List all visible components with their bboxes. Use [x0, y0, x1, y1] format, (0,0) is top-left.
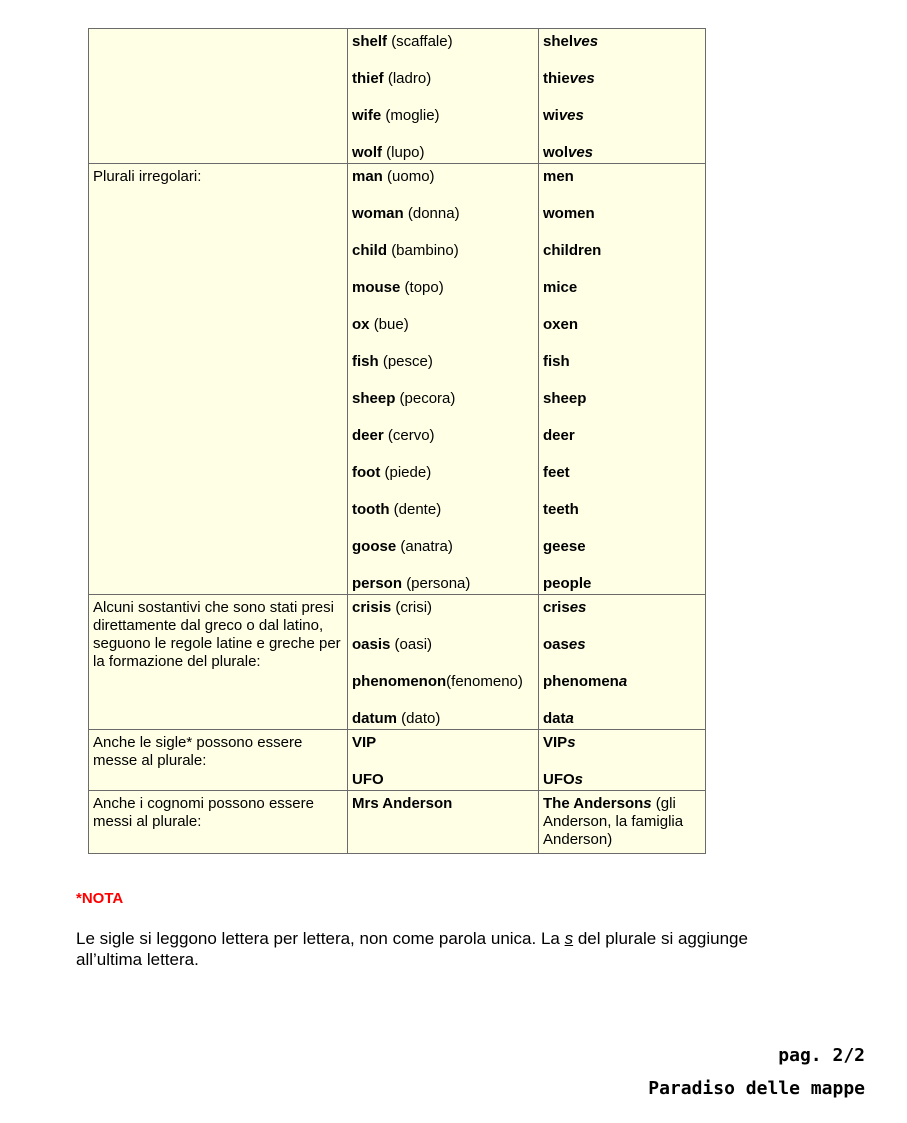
plural-entry	[543, 70, 701, 107]
plural-base: wol	[543, 144, 568, 161]
plural-entry	[543, 107, 701, 144]
plural-entry	[543, 168, 701, 205]
rule-cell	[89, 29, 348, 164]
plural-suffix: s	[643, 795, 652, 812]
plural-cell	[539, 730, 706, 791]
plural-suffix: ves	[573, 33, 599, 50]
plural-base: UFO	[543, 771, 575, 788]
singular-entry	[352, 427, 534, 464]
plural-entry	[543, 427, 701, 464]
singular-entry	[352, 70, 534, 107]
plural-entry	[543, 501, 701, 538]
translation: (cervo)	[387, 427, 435, 444]
singular-entry	[352, 353, 534, 390]
plural-entry	[543, 279, 701, 316]
singular-entry	[352, 242, 534, 279]
plural-base: people	[543, 575, 592, 592]
singular-entry	[352, 279, 534, 316]
page-number: pag. 2/2	[778, 1045, 865, 1066]
singular-entry	[352, 501, 534, 538]
singular-word: crisis	[352, 599, 392, 616]
plural-suffix: a	[565, 710, 574, 727]
translation: (pesce)	[382, 353, 433, 370]
plural-entry	[543, 33, 701, 70]
singular-entry	[352, 107, 534, 144]
plural-cell	[539, 29, 706, 164]
translation: (pecora)	[399, 390, 456, 407]
plural-base: The Anderson	[543, 795, 644, 812]
singular-word: oasis	[352, 636, 391, 653]
plural-suffix: a	[618, 673, 628, 690]
rule-cell	[89, 730, 348, 791]
note-text-before: Le sigle si leggono lettera per lettera, non come parola unica. La	[76, 929, 565, 948]
plural-suffix: s	[567, 734, 576, 751]
singular-cell	[348, 791, 539, 854]
translation: (oasi)	[394, 636, 433, 653]
plural-entry	[543, 771, 701, 789]
plural-suffix: es	[568, 636, 586, 653]
plural-entry	[543, 538, 701, 575]
plural-base: dat	[543, 710, 566, 727]
plural-entry	[543, 636, 701, 673]
plural-suffix: ves	[568, 144, 594, 161]
translation: (persona)	[406, 575, 471, 592]
rule-text: Anche le sigle* possono essere messe al plurale:	[93, 734, 303, 769]
translation: (piede)	[384, 464, 432, 481]
plural-entry	[543, 316, 701, 353]
translation: (ladro)	[387, 70, 432, 87]
note-underlined-letter: s	[564, 929, 574, 948]
singular-entry	[352, 673, 534, 710]
singular-word: wife	[352, 107, 382, 124]
singular-entry	[352, 734, 534, 771]
rule-text: Plurali irregolari:	[93, 168, 202, 185]
table-row	[89, 791, 706, 854]
singular-word: VIP	[352, 734, 377, 751]
plural-cell	[539, 791, 706, 854]
plural-base: shel	[543, 33, 574, 50]
singular-word: man	[352, 168, 383, 185]
singular-entry	[352, 464, 534, 501]
singular-cell	[348, 164, 539, 595]
singular-word: child	[352, 242, 388, 259]
plural-base: cris	[543, 599, 570, 616]
plural-base: geese	[543, 538, 586, 555]
translation: (uomo)	[387, 168, 435, 185]
rule-text: Anche i cognomi possono essere messi al plurale:	[93, 795, 314, 830]
plural-base: oxen	[543, 316, 579, 333]
singular-entry	[352, 599, 534, 636]
plural-cell	[539, 595, 706, 730]
translation: (dente)	[393, 501, 442, 518]
plural-base: sheep	[543, 390, 587, 407]
singular-word: person	[352, 575, 403, 592]
singular-word: shelf	[352, 33, 388, 50]
plural-base: deer	[543, 427, 575, 444]
singular-entry	[352, 316, 534, 353]
plural-suffix: es	[569, 599, 587, 616]
singular-word: UFO	[352, 771, 384, 788]
singular-cell	[348, 730, 539, 791]
plural-entry	[543, 144, 701, 162]
singular-cell	[348, 29, 539, 164]
singular-word: deer	[352, 427, 384, 444]
table-row	[89, 164, 706, 595]
singular-entry	[352, 538, 534, 575]
singular-word: datum	[352, 710, 397, 727]
rule-cell	[89, 164, 348, 595]
plural-entry	[543, 353, 701, 390]
singular-word: woman	[352, 205, 404, 222]
plural-base: men	[543, 168, 574, 185]
plural-suffix: ves	[569, 70, 595, 87]
translation: (topo)	[404, 279, 444, 296]
plural-entry	[543, 464, 701, 501]
singular-word: fish	[352, 353, 379, 370]
rule-cell	[89, 791, 348, 854]
plural-base: phenomen	[543, 673, 619, 690]
plural-base: women	[543, 205, 595, 222]
translation: (bue)	[373, 316, 409, 333]
table-row	[89, 730, 706, 791]
rule-text: Alcuni sostantivi che sono stati presi direttamente dal greco o dal latino, seguono le regole latine e greche per la formazione del plurale:	[93, 599, 341, 670]
translation: (scaffale)	[391, 33, 453, 50]
singular-entry	[352, 390, 534, 427]
plural-suffix: ves	[558, 107, 584, 124]
singular-word: foot	[352, 464, 381, 481]
table-row	[89, 29, 706, 164]
plural-note: (gli Anderson, la famiglia Anderson)	[543, 795, 684, 848]
translation: (donna)	[407, 205, 460, 222]
translation: (lupo)	[386, 144, 425, 161]
plural-suffix: s	[574, 771, 584, 788]
plural-base: mice	[543, 279, 578, 296]
plural-rules-table	[88, 28, 706, 854]
singular-word: ox	[352, 316, 370, 333]
plural-entry	[543, 673, 701, 710]
rule-cell	[89, 595, 348, 730]
singular-word: wolf	[352, 144, 382, 161]
singular-word: thief	[352, 70, 384, 87]
singular-word: mouse	[352, 279, 401, 296]
singular-entry	[352, 205, 534, 242]
singular-entry	[352, 636, 534, 673]
translation: (bambino)	[391, 242, 459, 259]
plural-entry	[543, 710, 701, 728]
plural-entry	[543, 390, 701, 427]
translation: (crisi)	[395, 599, 433, 616]
plural-entry	[543, 599, 701, 636]
note-text-after: del plurale si aggiunge all’ultima lettera.	[76, 929, 748, 969]
singular-entry	[352, 771, 534, 789]
plural-entry	[543, 242, 701, 279]
plural-base: feet	[543, 464, 570, 481]
singular-word: Mrs Anderson	[352, 795, 453, 812]
plural-cell	[539, 164, 706, 595]
table-row	[89, 595, 706, 730]
singular-entry	[352, 144, 534, 162]
singular-cell	[348, 595, 539, 730]
singular-entry	[352, 575, 534, 593]
singular-word: tooth	[352, 501, 390, 518]
plural-entry	[543, 205, 701, 242]
note-text	[76, 928, 756, 970]
plural-base: wi	[543, 107, 559, 124]
translation: (dato)	[401, 710, 441, 727]
plural-base: teeth	[543, 501, 579, 518]
plural-entry	[543, 734, 701, 771]
plural-base: children	[543, 242, 602, 259]
singular-word: goose	[352, 538, 397, 555]
plural-base: VIP	[543, 734, 568, 751]
translation: (fenomeno)	[446, 673, 523, 690]
singular-word: sheep	[352, 390, 396, 407]
plural-base: thie	[543, 70, 570, 87]
plural-base: oas	[543, 636, 569, 653]
note-title: *NOTA	[76, 890, 124, 907]
plural-base: fish	[543, 353, 570, 370]
singular-word: phenomenon	[352, 673, 447, 690]
singular-entry	[352, 33, 534, 70]
translation: (anatra)	[400, 538, 453, 555]
plural-entry	[543, 575, 701, 593]
singular-entry	[352, 168, 534, 205]
site-name: Paradiso delle mappe	[648, 1078, 865, 1099]
singular-entry	[352, 710, 534, 728]
translation: (moglie)	[385, 107, 440, 124]
